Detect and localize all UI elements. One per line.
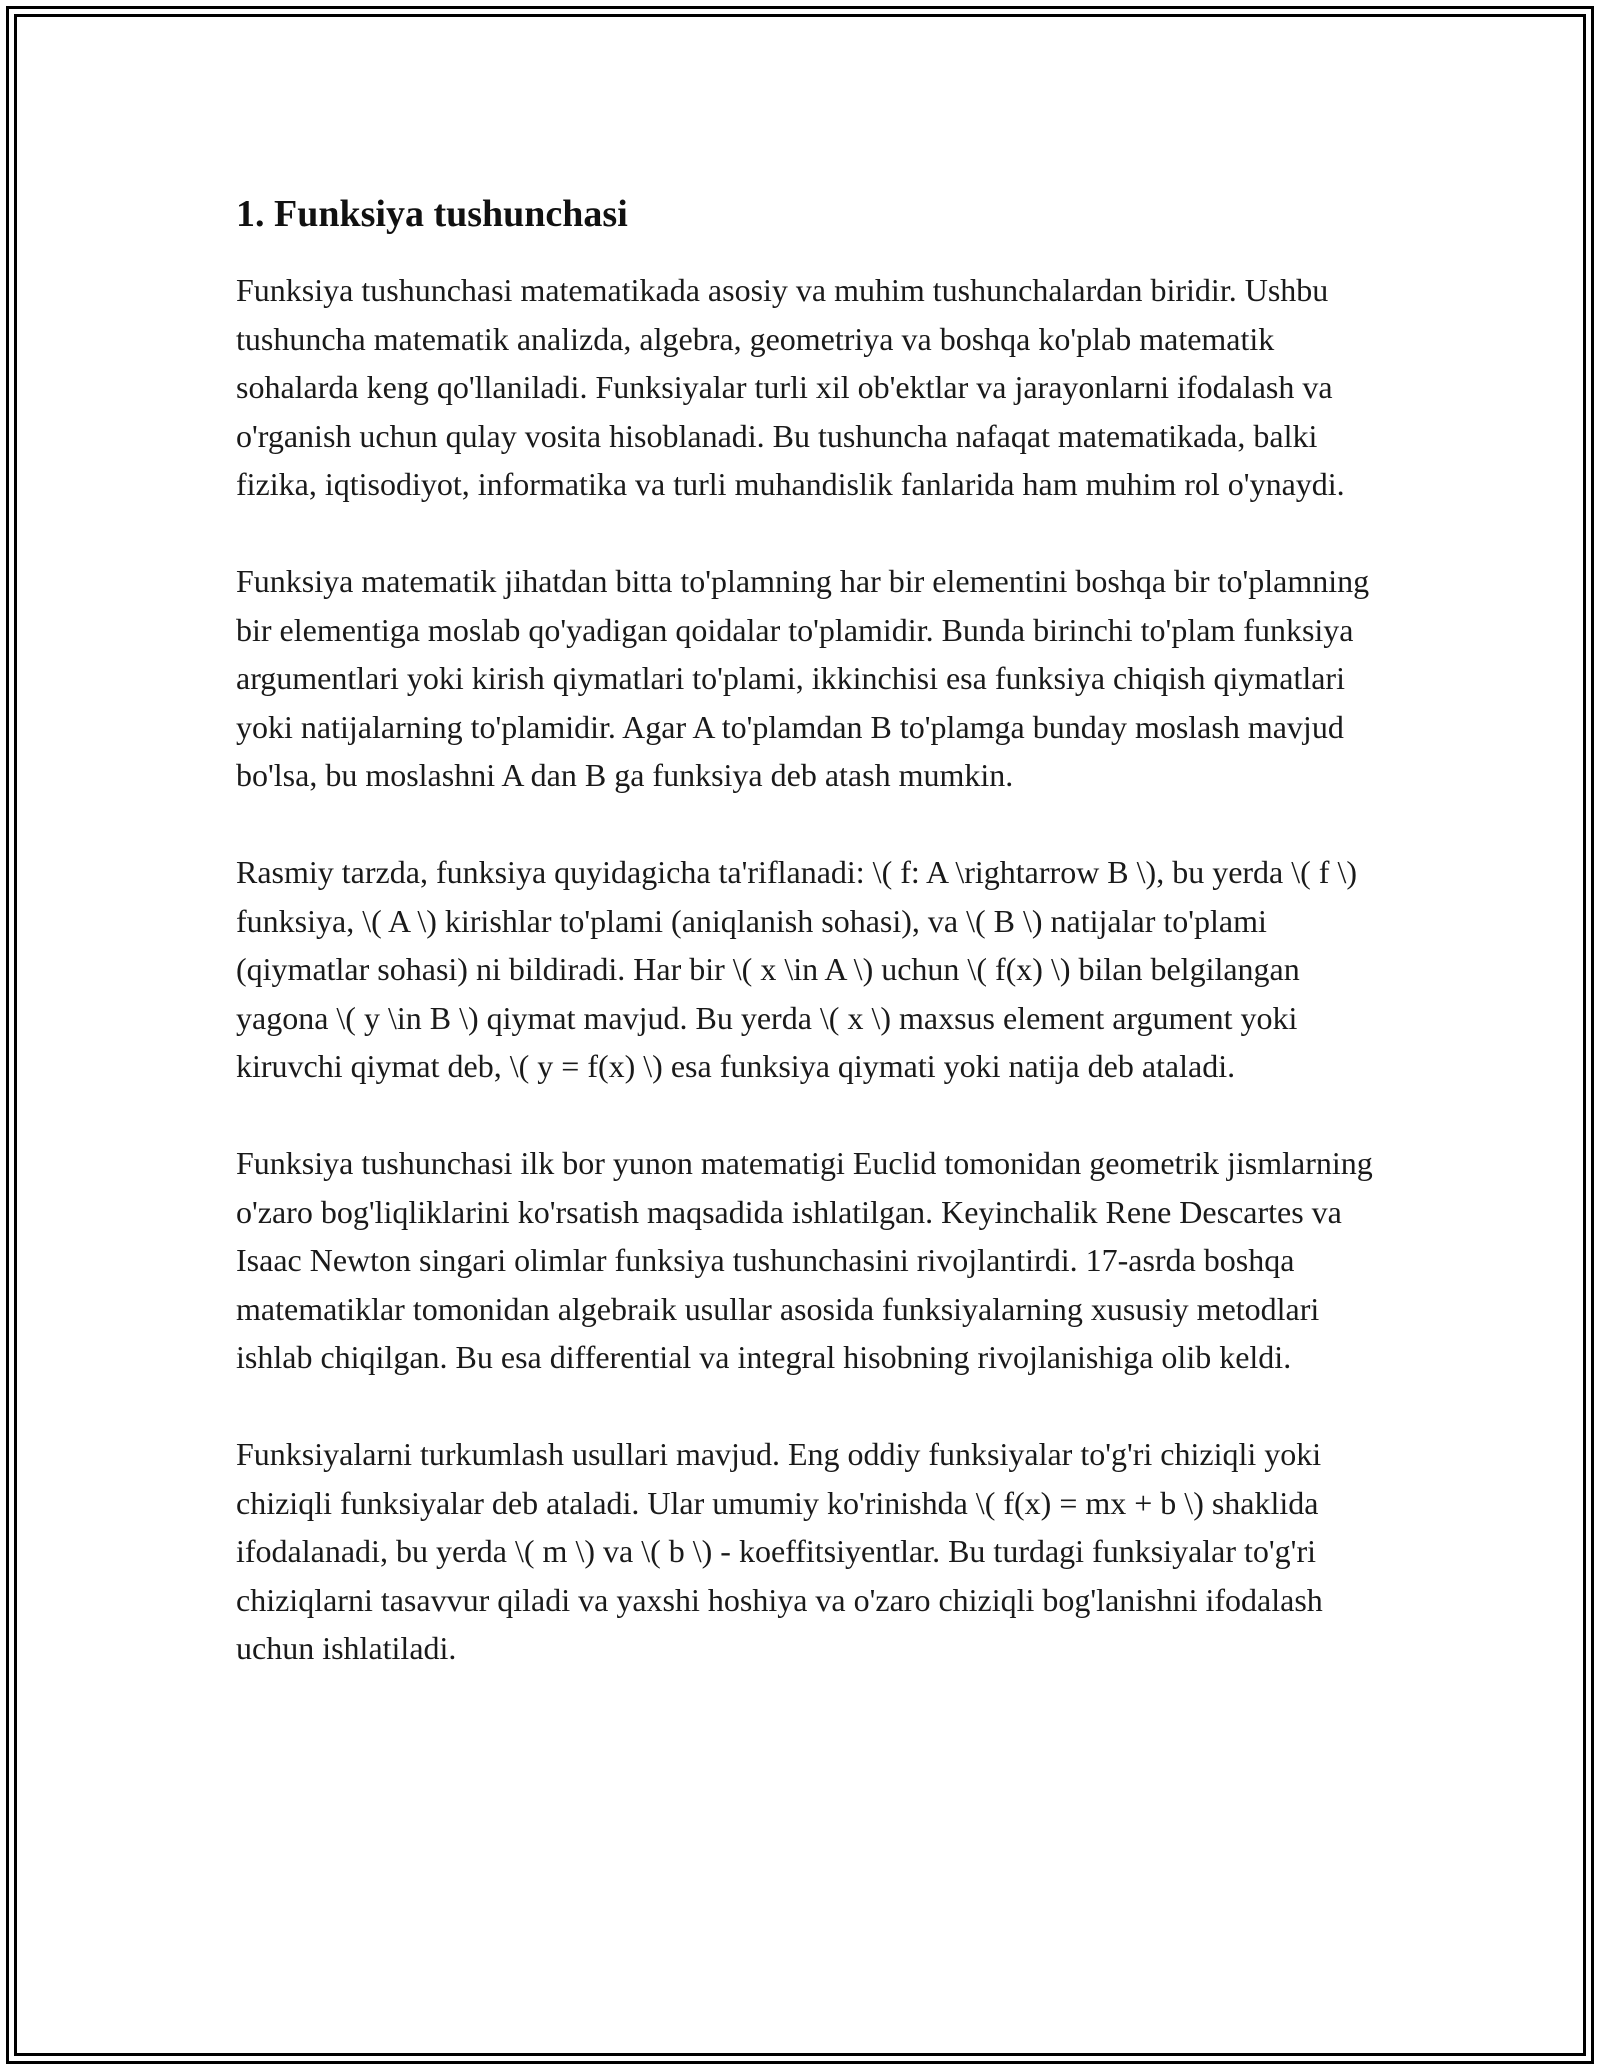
paragraph-history: Funksiya tushunchasi ilk bor yunon matematigi Euclid tomonidan geometrik jismlarning o'zaro bog'liqliklarini ko'rsatish maqsadida ishlatilgan. Keyinchalik Rene Descartes va Isaac Newton singari olimlar funksiya tushunchasini rivojlantirdi. 17-asrda boshqa matematiklar tomonidan algebraik usullar asosida funksiyalarning xususiy metodlari ishlab chiqilgan. Bu esa differential va integral hisobning rivojlanishiga olib keldi. (236, 1145, 1373, 1375)
paragraph-intro: Funksiya tushunchasi matematikada asosiy va muhim tushunchalardan biridir. Ushbu tushuncha matematik analizda, algebra, geometriya va boshqa ko'plab matematik sohalarda keng qo'llaniladi. Funksiyalar turli xil ob'ektlar va jarayonlarni ifodalash va o'rganish uchun qulay vosita hisoblanadi. Bu tushuncha nafaqat matematikada, balki fizika, iqtisodiyot, informatika va turli muhandislik fanlarida ham muhim rol o'ynaydi. (236, 272, 1345, 502)
section-title: 1. Funksiya tushunchasi (236, 193, 628, 235)
paragraph-definition: Funksiya matematik jihatdan bitta to'plamning har bir elementini boshqa bir to'plamning bir elementiga moslab qo'yadigan qoidalar to'plamidir. Bunda birinchi to'plam funksiya argumentlari yoki kirish qiymatlari to'plami, ikkinchisi esa funksiya chiqish qiymatlari yoki natijalarning to'plamidir. Agar A to'plamdan B to'plamga bunday moslash mavjud bo'lsa, bu moslashni A dan B ga funksiya deb atash mumkin. (236, 563, 1370, 793)
paragraph-classification: Funksiyalarni turkumlash usullari mavjud. Eng oddiy funksiyalar to'g'ri chiziqli yoki chiziqli funksiyalar deb ataladi. Ular umumiy ko'rinishda \( f(x) = mx + b \) shaklida ifodalanadi, bu yerda \( m \) va \( b \) - koeffitsiyentlar. Bu turdagi funksiyalar to'g'ri chiziqlarni tasavvur qiladi va yaxshi hoshiya va o'zaro chiziqli bog'lanishni ifodalash uchun ishlatiladi. (236, 1436, 1323, 1666)
document-content (236, 184, 1376, 1721)
paragraph-formal-definition: Rasmiy tarzda, funksiya quyidagicha ta'riflanadi: \( f: A \rightarrow B \), bu yerda \( f \) funksiya, \( A \) kirishlar to'plami (aniqlanish sohasi), va \( B \) natijalar to'plami (qiymatlar sohasi) ni bildiradi. Har bir \( x \in A \) uchun \( f(x) \) bilan belgilangan yagona \( y \in B \) qiymat mavjud. Bu yerda \( x \) maxsus element argument yoki kiruvchi qiymat deb, \( y = f(x) \) esa funksiya qiymati yoki natija deb ataladi. (236, 854, 1357, 1084)
